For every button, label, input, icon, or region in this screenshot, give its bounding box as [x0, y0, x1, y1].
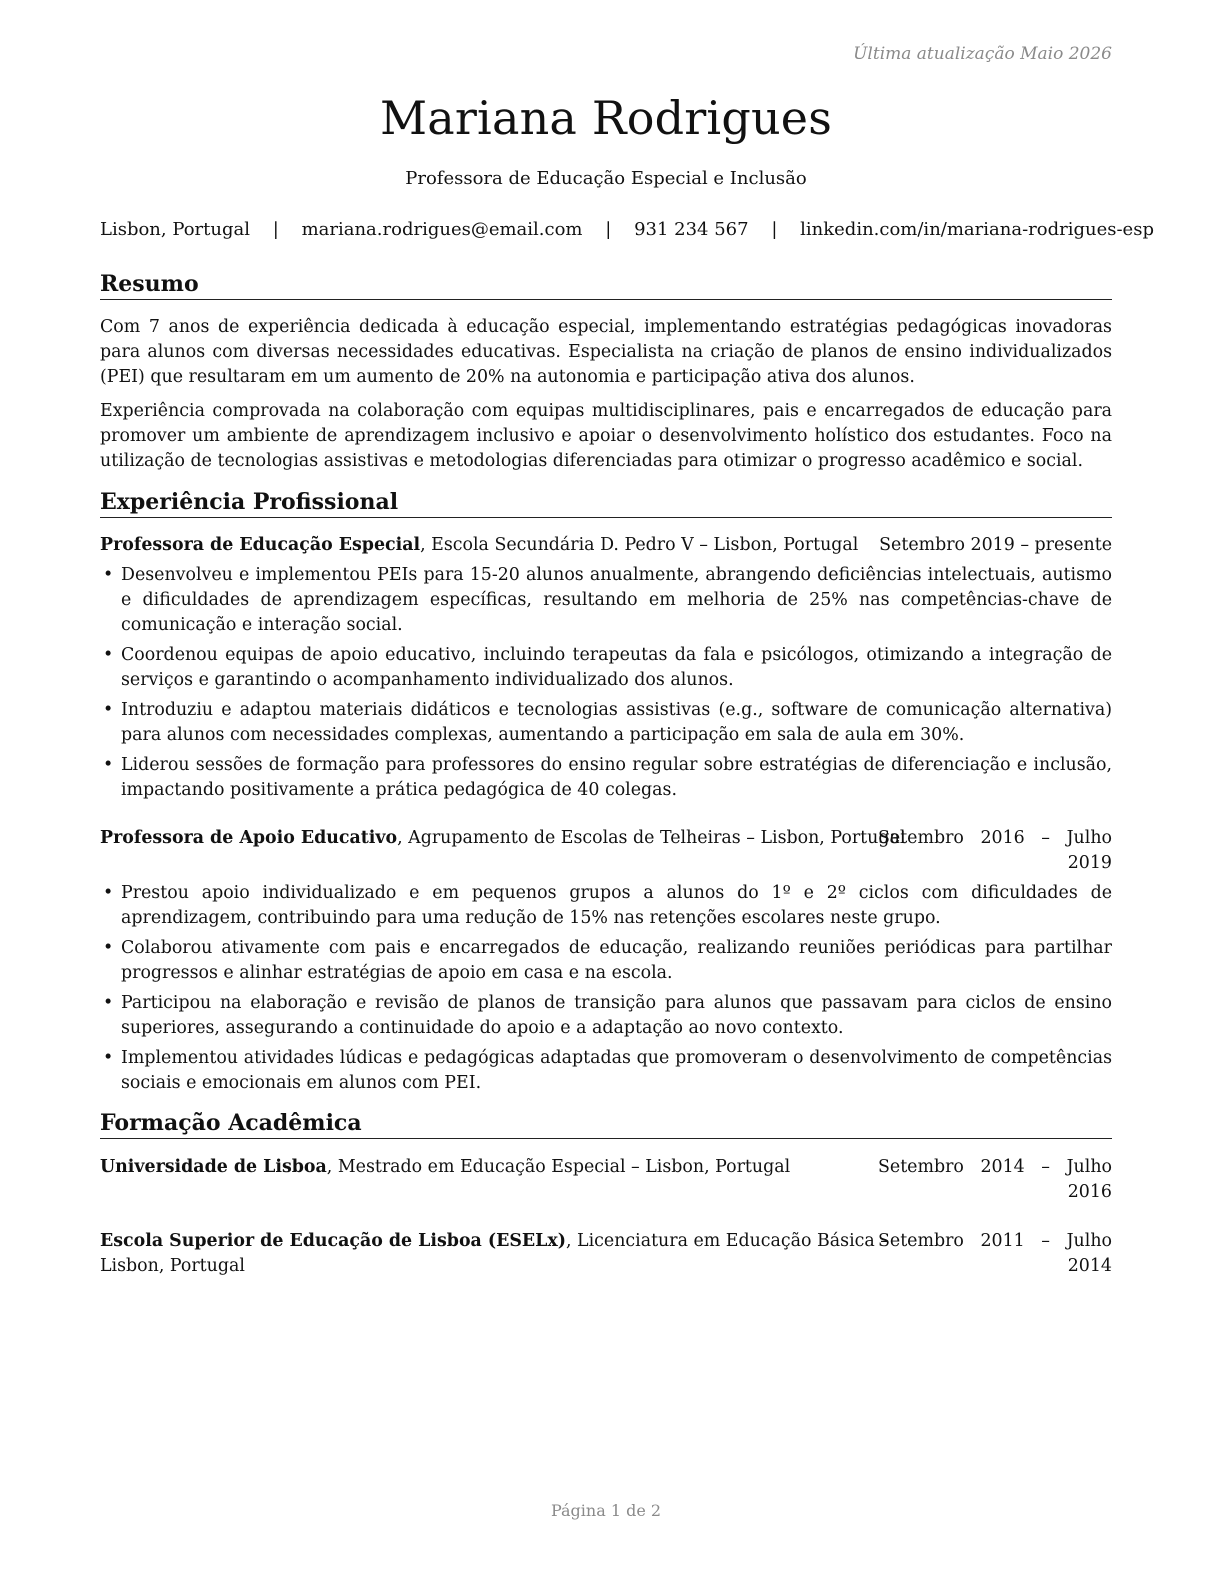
- job-bullets: [100, 881, 1112, 1101]
- job-dates: Setembro 2019 – presente: [879, 535, 1112, 555]
- job-dates-line1: Setembro 2016 – Julho: [877, 828, 1112, 848]
- resume-page: [100, 0, 1154, 1584]
- section-title-experience: Experiência Profissional: [100, 489, 1112, 518]
- job-dates-line2: 2019: [1067, 853, 1112, 873]
- bullet-text: Liderou sessões de formação para professores do ensino regular sobre estratégias de diferenciação e inclusão, impactando positivamente a prática pedagógica de 40 colegas.: [121, 755, 1112, 800]
- contact-separator: |: [272, 219, 279, 240]
- contact-phone: 931 234 567: [634, 219, 749, 240]
- bullet-text: Desenvolveu e implementou PEIs para 15-20 alunos anualmente, abrangendo deficiências intelectuais, autismo e dificuldades de aprendizagem específicas, resultando em melhoria de 25% nas competências-chave de comunicação e interação social.: [121, 565, 1112, 635]
- section-title-education: Formação Acadêmica: [100, 1110, 1112, 1139]
- contact-separator: |: [771, 219, 778, 240]
- bullet-text: Coordenou equipas de apoio educativo, incluindo terapeutas da fala e psicólogos, otimizando a integração de serviços e garantindo o acompanhamento individualizado dos alunos.: [121, 645, 1112, 690]
- list-item: [100, 563, 1112, 638]
- bullet-text: Prestou apoio individualizado e em pequenos grupos a alunos do 1º e 2º ciclos com dificuldades de aprendizagem, contribuindo para uma redução de 15% nas retenções escolares neste grupo.: [121, 883, 1112, 928]
- education-title-line: [100, 1155, 790, 1180]
- education-dates: [878, 1155, 1112, 1205]
- education-school: Escola Superior de Educação de Lisboa (ESELx): [100, 1231, 566, 1251]
- job-title-line: [100, 826, 905, 851]
- education-degree: , Mestrado em Educação Especial – Lisbon, Portugal: [326, 1157, 791, 1177]
- education-dates-line1: Setembro 2014 – Julho: [877, 1157, 1112, 1177]
- contact-location: Lisbon, Portugal: [100, 219, 251, 240]
- job-role: Professora de Apoio Educativo: [100, 828, 398, 848]
- contact-linkedin[interactable]: linkedin.com/in/mariana-rodrigues-esp: [800, 219, 1154, 240]
- list-item: [100, 643, 1112, 693]
- education-degree-line2: Lisbon, Portugal: [100, 1256, 245, 1276]
- job-organization: , Escola Secundária D. Pedro V – Lisbon, Portugal: [420, 535, 859, 555]
- last-updated: Última atualização Maio 2026: [853, 44, 1112, 64]
- headline: Professora de Educação Especial e Inclusão: [405, 168, 807, 189]
- bullet-icon: •: [103, 1048, 114, 1068]
- bullet-icon: •: [103, 565, 114, 585]
- list-item: [100, 881, 1112, 931]
- education-school: Universidade de Lisboa: [100, 1157, 327, 1177]
- education-dates-line2: 2016: [1067, 1182, 1112, 1202]
- bullet-text: Introduziu e adaptou materiais didáticos e tecnologias assistivas (e.g., software de comunicação alternativa) para alunos com necessidades complexas, aumentando a participação em sala de aula em 30%.: [121, 700, 1112, 745]
- contact-email[interactable]: mariana.rodrigues@email.com: [301, 219, 583, 240]
- summary-paragraph: Com 7 anos de experiência dedicada à educação especial, implementando estratégias pedagógicas inovadoras para alunos com diversas necessidades educativas. Especialista na criação de planos de ensino individualizados (PEI) que resultaram em um aumento de 20% na autonomia e participação ativa dos alunos.: [100, 317, 1112, 387]
- list-item: [100, 991, 1112, 1041]
- education-dates-line2: 2014: [1067, 1256, 1112, 1276]
- bullet-icon: •: [103, 700, 114, 720]
- education-dates: [878, 1229, 1112, 1279]
- job-organization: , Agrupamento de Escolas de Telheiras – Lisbon, Portugal: [397, 828, 906, 848]
- page-number: Página 1 de 2: [550, 1501, 662, 1520]
- list-item: [100, 698, 1112, 748]
- education-title-line: [100, 1229, 889, 1279]
- contact-separator: |: [605, 219, 612, 240]
- summary-paragraph: Experiência comprovada na colaboração com equipas multidisciplinares, pais e encarregados de educação para promover um ambiente de aprendizagem inclusivo e apoiar o desenvolvimento holístico dos estudantes. Foco na utilização de tecnologias assistivas e metodologias diferenciadas para otimizar o progresso acadêmico e social.: [100, 401, 1112, 471]
- list-item: [100, 753, 1112, 803]
- bullet-text: Colaborou ativamente com pais e encarregados de educação, realizando reuniões periódicas para partilhar progressos e alinhar estratégias de apoio em casa e na escola.: [121, 938, 1112, 983]
- contact-line: [100, 219, 1154, 240]
- bullet-icon: •: [103, 645, 114, 665]
- list-item: [100, 1046, 1112, 1096]
- education-degree: , Licenciatura em Educação Básica –: [566, 1231, 889, 1251]
- job-role: Professora de Educação Especial: [100, 535, 421, 555]
- job-bullets: [100, 563, 1112, 808]
- bullet-icon: •: [103, 755, 114, 775]
- job-dates: [878, 826, 1112, 876]
- bullet-text: Participou na elaboração e revisão de planos de transição para alunos que passavam para ciclos de ensino superiores, assegurando a continuidade do apoio e a adaptação ao novo contexto.: [121, 993, 1112, 1038]
- bullet-text: Implementou atividades lúdicas e pedagógicas adaptadas que promoveram o desenvolvimento de competências sociais e emocionais em alunos com PEI.: [121, 1048, 1112, 1093]
- bullet-icon: •: [103, 938, 114, 958]
- list-item: [100, 936, 1112, 986]
- bullet-icon: •: [103, 993, 114, 1013]
- job-title-line: [100, 533, 858, 558]
- education-dates-line1: Setembro 2011 – Julho: [877, 1231, 1112, 1251]
- candidate-name: Mariana Rodrigues: [379, 91, 833, 145]
- section-title-summary: Resumo: [100, 271, 1112, 300]
- bullet-icon: •: [103, 883, 114, 903]
